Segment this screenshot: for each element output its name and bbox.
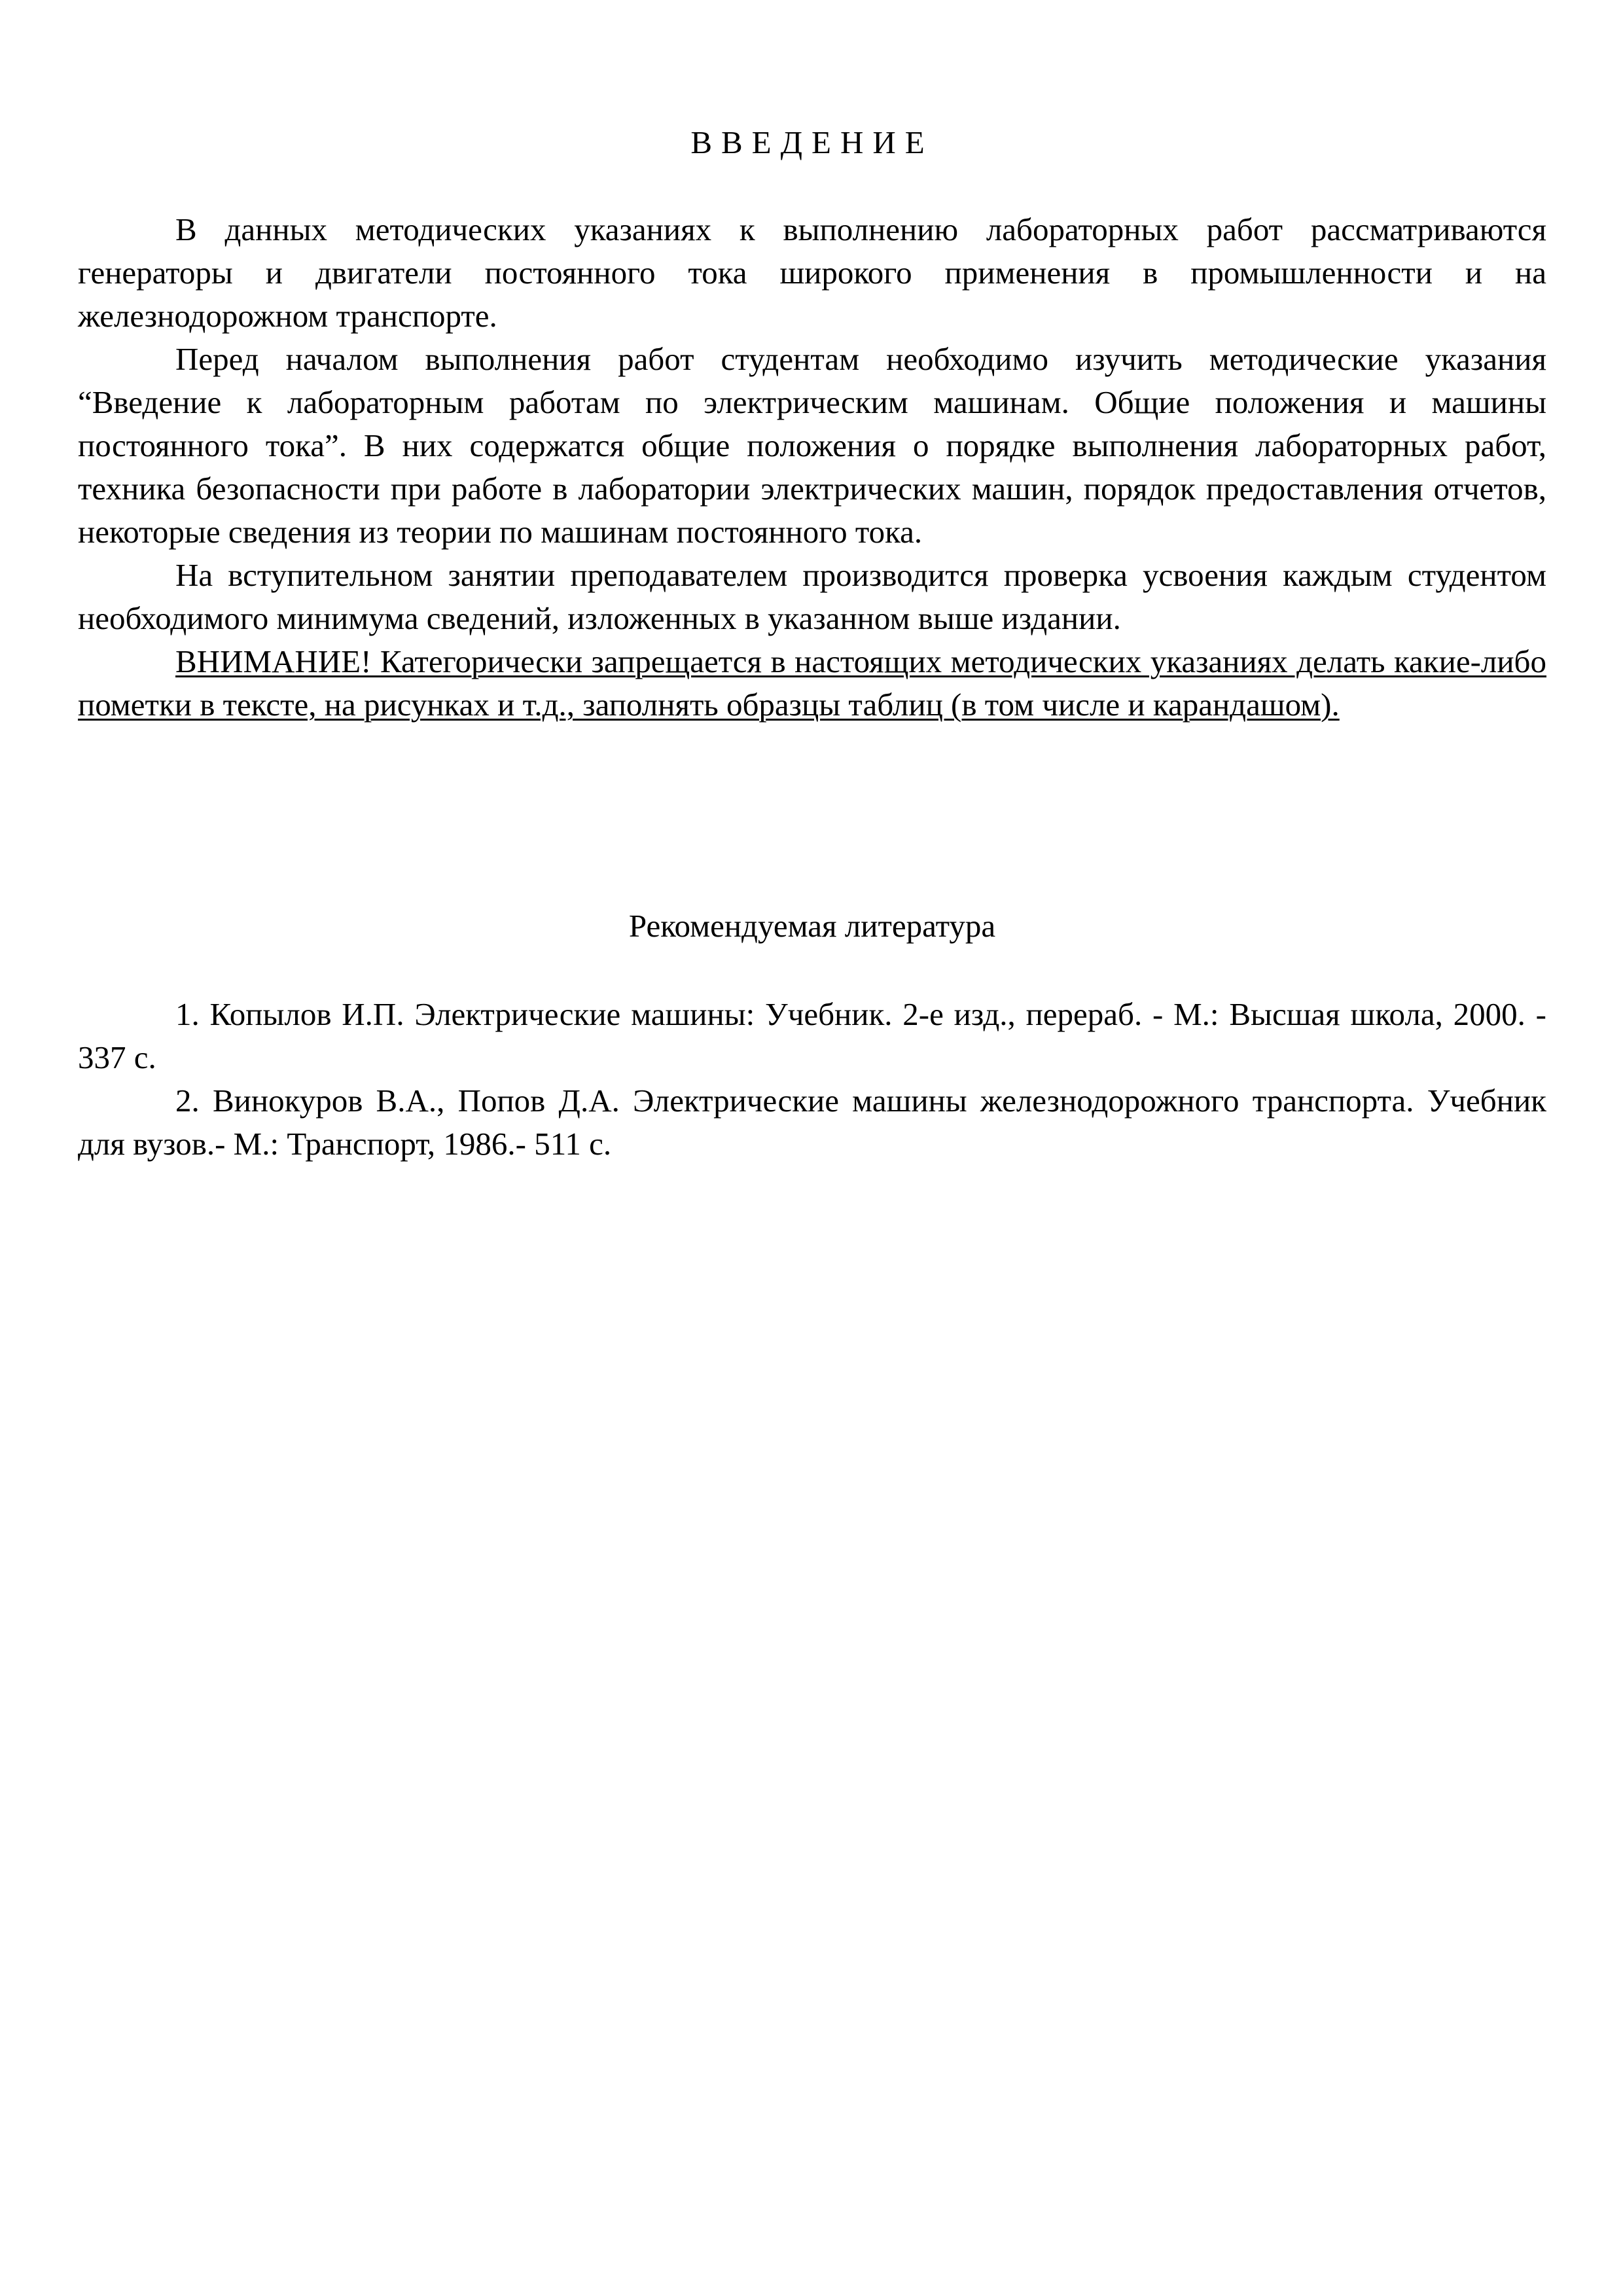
section-title-introduction: ВВЕДЕНИЕ xyxy=(690,124,934,160)
literature-item: 2. Винокуров В.А., Попов Д.А. Электрические машины железнодорожного транспорта. Учебник для вузов.- М.: Транспорт, 1986.- 511 с. xyxy=(78,1083,1546,1162)
intro-paragraph-1: В данных методических указаниях к выполнению лабораторных работ рассматриваются генераторы и двигатели постоянного тока широкого применения в промышленности и на железнодорожном транспорте. xyxy=(78,211,1546,334)
literature-list xyxy=(78,993,1546,1166)
intro-paragraph-3: На вступительном занятии преподавателем производится проверка усвоения каждым студентом необходимого минимума сведений, изложенных в указанном выше издании. xyxy=(78,557,1546,636)
warning-paragraph: ВНИМАНИЕ! Категорически запрещается в настоящих методических указаниях делать какие-либо пометки в тексте, на рисунках и т.д., заполнять образцы таблиц (в том числе и карандашом). xyxy=(78,643,1546,723)
literature-item: 1. Копылов И.П. Электрические машины: Учебник. 2-е изд., перераб. - М.: Высшая школа, 2000. - 337 с. xyxy=(78,996,1546,1075)
page-content xyxy=(78,121,1546,1166)
section-title-literature: Рекомендуемая литература xyxy=(628,908,996,944)
intro-paragraph-2: Перед началом выполнения работ студентам необходимо изучить методические указания “Введение к лабораторным работам по электрическим машинам. Общие положения и машины постоянного тока”. В них содержатся общие положения о порядке выполнения лабораторных работ, техника безопасности при работе в лаборатории электрических машин, порядок предоставления отчетов, некоторые сведения из теории по машинам постоянного тока. xyxy=(78,341,1546,550)
